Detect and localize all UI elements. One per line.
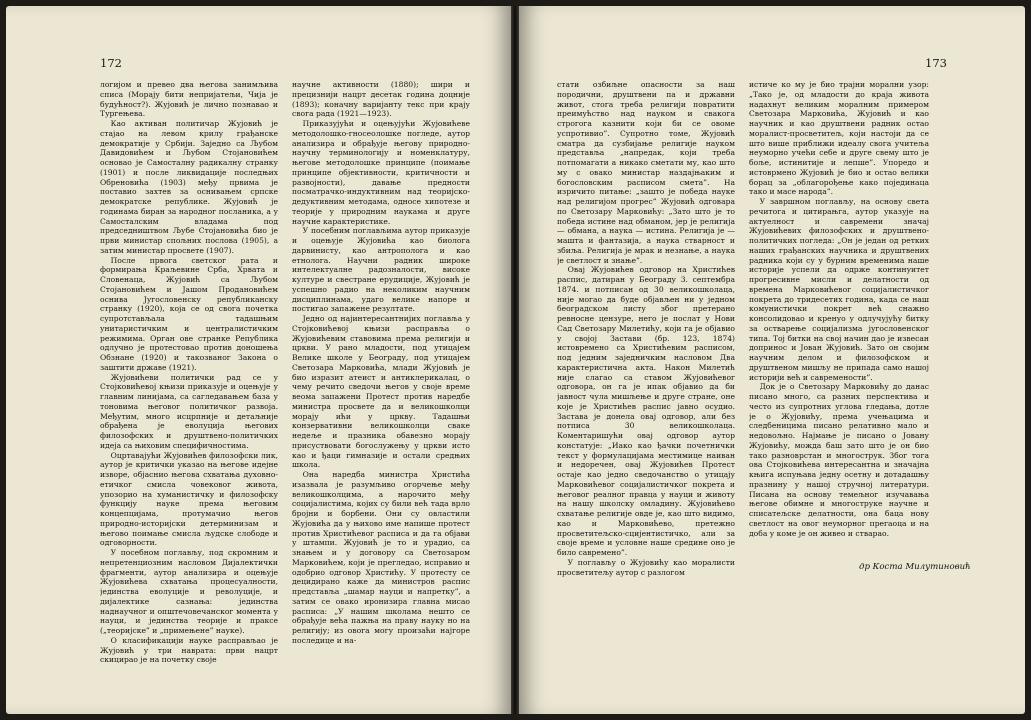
left-page: [6, 6, 511, 714]
paragraph: Једно од најинтересантнијих поглавља у Стојковићевој књизи расправља о Жујовићевим ставовима према религији и цркви. У рано младости, под утицајем Велике школе у Београду, под утицајем Светозара Марковића, млади Жујовић је био изразит атеист и антиклерикалац, о чему речито сведочи његов у своје време веома запажени Протест против наредбе министра просвете да и великошколци морају ићи у цркву. Тадашњи конзервативни великошколци сваке недеље и празника обавезно морају присуствовати богослужењу у цркви исто као и ђаци гимназије и остали средњих школа.: [292, 314, 470, 470]
paragraph: У посебним поглављима аутор приказује и оцењује Жујовића као биолога дарвинисту, као антрополога и као етнолога. Научни радник широке интелектуалне радозналости, високе културе и свестране ерудиције, Жујовић је успешно радио на неколиким научним дисциплинама, удаго велике напоре и постигао запажене резултате.: [292, 226, 470, 314]
paragraph: стати озбиљне опасности за наш породични, друштвени па и државни живот, стога треба религији повратити преимућство над науком и свакога строгога казнити који би се овоме успротивио”. Супротно томе, Жујовић сматра да сузбијање религије науком представља „напредак, који треба потпомагати а никако сметати му, као што му с овако министар наздајњаким и богословским расписом смета”. На изричито питање: „зашто је победа науке над религијом прогрес” Жујовић одговара по Светозару Марковићу: „Зато што је то победа истине над обманом, јер је религија — обмана, а наука — истина. Религија је — машта и фантазија, а наука стварност и збиља. Религија је мрак и незнање, а наука је светлост и знање”.: [557, 80, 735, 265]
right-column-1: [557, 80, 735, 640]
right-column-2: [749, 80, 929, 640]
paragraph: Приказујући и оцењујући Жујовићеве методолошко-гносеолошке погледе, аутор анализира и обрађује његову природно-научну терминологију и номенклатуру, његове методолошке принципе (поимање принципе објективности, критичности и развојности), давање предности посматрачко-индуктивним над теоријско-дедуктивним методама, односе хипотезе и теорије у природним наукама и друге научне карактеристике.: [292, 119, 470, 226]
page-number-left: 172: [100, 56, 122, 70]
paragraph: логијом и превео два његова занимљива списа (Морају бити непријатељи, Чија је будућност?). Жујовић је лично познавао и Тургењева.: [100, 80, 278, 119]
right-page: [519, 6, 1025, 714]
paragraph: О класификацији науке расправљао је Жујовић у три наврата: први нацрт скицирао је на почетку своје: [100, 635, 278, 665]
paragraph: У завршном поглављу, на основу света речитога и цитирањга, аутор указује на актуелност и савремени значај Жујовићевих филозофских и друштвено-политичких погледа: „Он је један од ретких наших грађанских научника и друштвених радника који су у бурним временима наше историје успели да одрже континуитет прогресивне мисли и делатности од времена Марковићевог социјалистичког покрета до тридесетих година, када се наш комунистички покрет већ снажно консолидовао и кренуо у одлучујућу битку за остварење социјализма југословенског типа. Тој битки на свој начин дао је извесан допринос и Јован Жујовић. Зато он својим научним делом и филозофском и друштвеном мишљу не припада само нашој историји већ и савремености”.: [749, 197, 929, 382]
paragraph: Овај Жујовићев одговор на Христићев распис, датиран у Београду 3. септембра 1874. и потписан од 30 великошколаца, није могао да буде објављен ни у једном београдском листу због претерано ревносне цензуре, него је послат у Нови Сад Светозару Милетићу, који га је објавио у својој Застави (бр. 123, 1874) истовремено са Христићевим расписом, под једним заједничким насловом Два карактеристична акта. Након Милетић није слагао са ставом Жујовићевог одговора, он га је ипак објавио да би јавност чула мишљење и друге стране, оне које је Христићев распис јавно осудио. Застава је донела овај одговор, али без потписа 30 великошколаца. Коментаришући овај одговор аутор констатује: „Иако као ђачки почетнички текст у формулацијама местимице наиван и недоречен, овај Жујовићев Протест остаје као једно сведочанство о утицају Марковићевог социјалистичког покрета и његовог реалног правца у науци и животу на нашу школску омладину. Жујовићево схватање религије овде је, као што видимо, као и Марковићево, претежно просветитељско-сцијентистичко, али за своје време и условне наше средине оно је било савремено”.: [557, 265, 735, 557]
paragraph: Она наредба министра Христића изазвала је разумљиво огорчење међу великошколцима, а нарочито међу социјалистима, којих су били већ тада врло бројни и борбени. Они су овластили Жујовића да у њихово име напише протест против Христићевог расписа и да га објави у штампи. Жујовић је то и урадио, са знањем и у договору са Светозаром Марковићем, који је прегледао, исправио и одобрио одговор Христићу. У протесту се децидирано каже да министров распис представља „шамар науци и напретку”, а затим се овако иронизира главна мисао расписа: „У нашим школама нешто се обрађује већа пажња на праву науку но на религију; из овога могу произаћи најгоре последице и на-: [292, 470, 470, 645]
paragraph: Као активан политичар Жујовић је стајао на левом крилу грађанске демократије у Србији. Заједно са Љубом Давидовићем и Љубом Стојановићем основао је Самосталну радикалну странку (1901) и после ликвидације последњих Обреновића (1903) међу првима је поставио захтев за оснивањем српске демократске републике. Жујовић је годинама биран за народног посланика, а у Самосталским владама под председништвом Љубе Стојановића био је први министар спољних послова (1905), а затим министар просвете (1907).: [100, 119, 278, 255]
page-number-right: 173: [925, 56, 947, 70]
paragraph: У посебном поглављу, под скромним и непретенциозним насловом Дијалектички фрагменти, аутор анализира и оцењује Жујовићева схватања процесуалности, јединства еволуције и револуције, и дијалектике сазнања: јединства наднаучног и општечовечанског момента у науци, и јединства теорије и праксе („теоријске” и „примењене” науке).: [100, 548, 278, 635]
paragraph: Док је о Светозару Марковићу до данас писано много, са разних перспектива и често из супротних углова гледања, дотле је о Жујовићу, према учењацима и следбеницима писано релативно мало и недовољно. Најмање је писано о Јовану Жујовићу, можда баш зато што је он био тако разноврстан и многострук. Због тога ова Стојковићева интересантна и значајна књига испуњава једну осетну и дотадашњу празнину у нашој стручној литератури. Писана на основу темељног изучавања његове обимне и многоструке научне и списатељске делатности, она баца нову светлост на овог неуморног прегаоца и на доба у коме је он живео и стварао.: [749, 382, 929, 538]
paragraph: У поглављу о Жујовићу као моралисти просветитељу аутор с разлогом: [557, 557, 735, 577]
author-signature: др Коста Милутиновић: [859, 562, 971, 572]
paragraph: Жујовићеви политички рад се у Стојковићевој књизи приказује и оцењује у главним линијама, са сагледавањем база у тоновима његовог политичког развоја. Међутим, много исцрпније и детаљније обрађена је еволуција његових филозофских и друштвено-политичких идеја са њиховим специфичностима.: [100, 372, 278, 450]
paragraph: научне активности (1880); шири и прецизнији нацрт десетак година доцније (1893); коначну варијанту текс при крају свога рада (1921—1923).: [292, 80, 470, 119]
paragraph: После првога светског рата и формирања Краљевине Срба, Хрвата и Словенаца, Жујовић са Љубом Стојановићем и Јашом Продановићем оснива Југословенску републиканску странку (1920), која се од свога почетка супротстављала тадашњим унитаристичким и централистичким режимима. Орган ове странке Република одлучно је протестовао против доношења Обзнане (1920) и такозваног Закона о заштити државе (1921).: [100, 255, 278, 372]
left-column-1: [100, 80, 278, 676]
book-gutter: [511, 6, 519, 714]
paragraph: истиче ко му је био трајни морални узор: „Тако је, од младости до краја живота надахнут великим моралним примером Светозара Марковића, Жујовић и као научник и као друштвени радник остао моралист-просветитељ, који настоји да се што више приближи идеалу свога учитеља неуморно учећи себе и друге свему што је боље, истинитије и лепше”. Упоредо и истоврмено Жујовић је био и остао велики борац за „облагорођење како појединаца тако и масе народа”.: [749, 80, 929, 197]
left-column-2: [292, 80, 470, 676]
paragraph: Оцртавајући Жујовићев филозофски лик, аутор је критички указао на његове идејне изворе, објаснио његова схватања духовно-етичког смисла човековог живота, упозорио на хуманистичку и филозофску функцију науке према његовим концепцијама, протумачио његов природно-историјски детерминизам и његово поимање смисла људске слободе и одговорности.: [100, 450, 278, 548]
